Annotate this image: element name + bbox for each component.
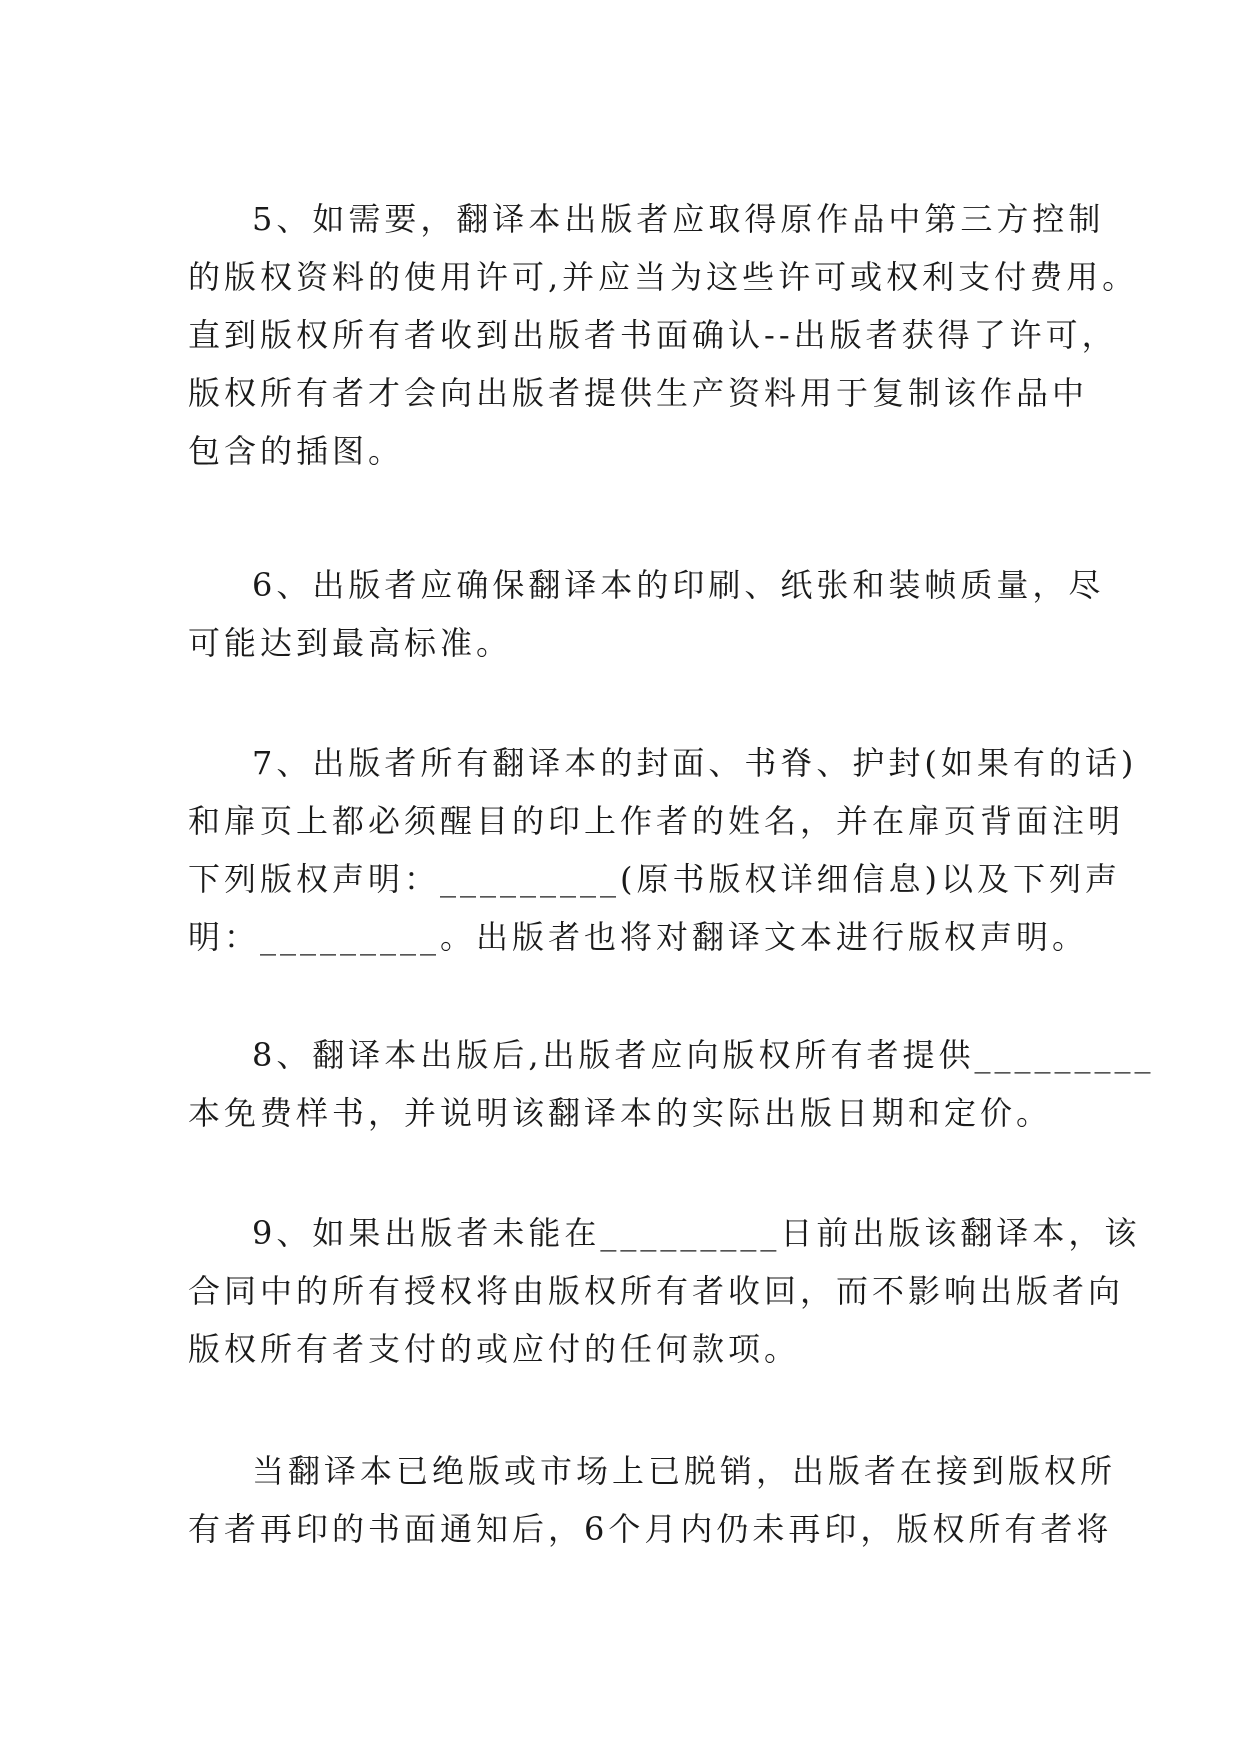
- text-line: 包含的插图。: [188, 432, 405, 470]
- text-line: 下列版权声明：_________(原书版权详细信息)以及下列声: [188, 860, 1121, 898]
- text-line: 8、翻译本出版后,出版者应向版权所有者提供_________: [252, 1036, 1155, 1074]
- text-line: 6、出版者应确保翻译本的印刷、纸张和装帧质量，尽: [252, 566, 1105, 604]
- text-line: 版权所有者才会向出版者提供生产资料用于复制该作品中: [188, 374, 1089, 412]
- clause-6-paragraph: [188, 556, 1105, 672]
- clause-8-paragraph: [188, 1026, 1155, 1142]
- clause-5-paragraph: [188, 190, 1139, 480]
- text-line: 5、如需要，翻译本出版者应取得原作品中第三方控制: [252, 200, 1105, 238]
- text-line: 9、如果出版者未能在_________日前出版该翻译本，该: [252, 1214, 1141, 1252]
- text-line: 本免费样书，并说明该翻译本的实际出版日期和定价。: [188, 1094, 1053, 1132]
- text-line: 有者再印的书面通知后，6个月内仍未再印，版权所有者将: [188, 1510, 1113, 1548]
- text-line: 和扉页上都必须醒目的印上作者的姓名，并在扉页背面注明: [188, 802, 1125, 840]
- clause-9-paragraph: [188, 1204, 1141, 1378]
- text-line: 合同中的所有授权将由版权所有者收回，而不影响出版者向: [188, 1272, 1125, 1310]
- text-line: 直到版权所有者收到出版者书面确认--出版者获得了许可，: [188, 316, 1118, 354]
- text-line: 的版权资料的使用许可,并应当为这些许可或权利支付费用。: [188, 258, 1139, 296]
- text-line: 7、出版者所有翻译本的封面、书脊、护封(如果有的话): [252, 744, 1138, 782]
- text-line: 当翻译本已绝版或市场上已脱销，出版者在接到版权所: [252, 1452, 1117, 1490]
- out-of-print-paragraph: [188, 1442, 1117, 1558]
- text-line: 版权所有者支付的或应付的任何款项。: [188, 1330, 801, 1368]
- text-line: 明：_________。出版者也将对翻译文本进行版权声明。: [188, 918, 1089, 956]
- clause-7-paragraph: [188, 734, 1138, 966]
- text-line: 可能达到最高标准。: [188, 624, 513, 662]
